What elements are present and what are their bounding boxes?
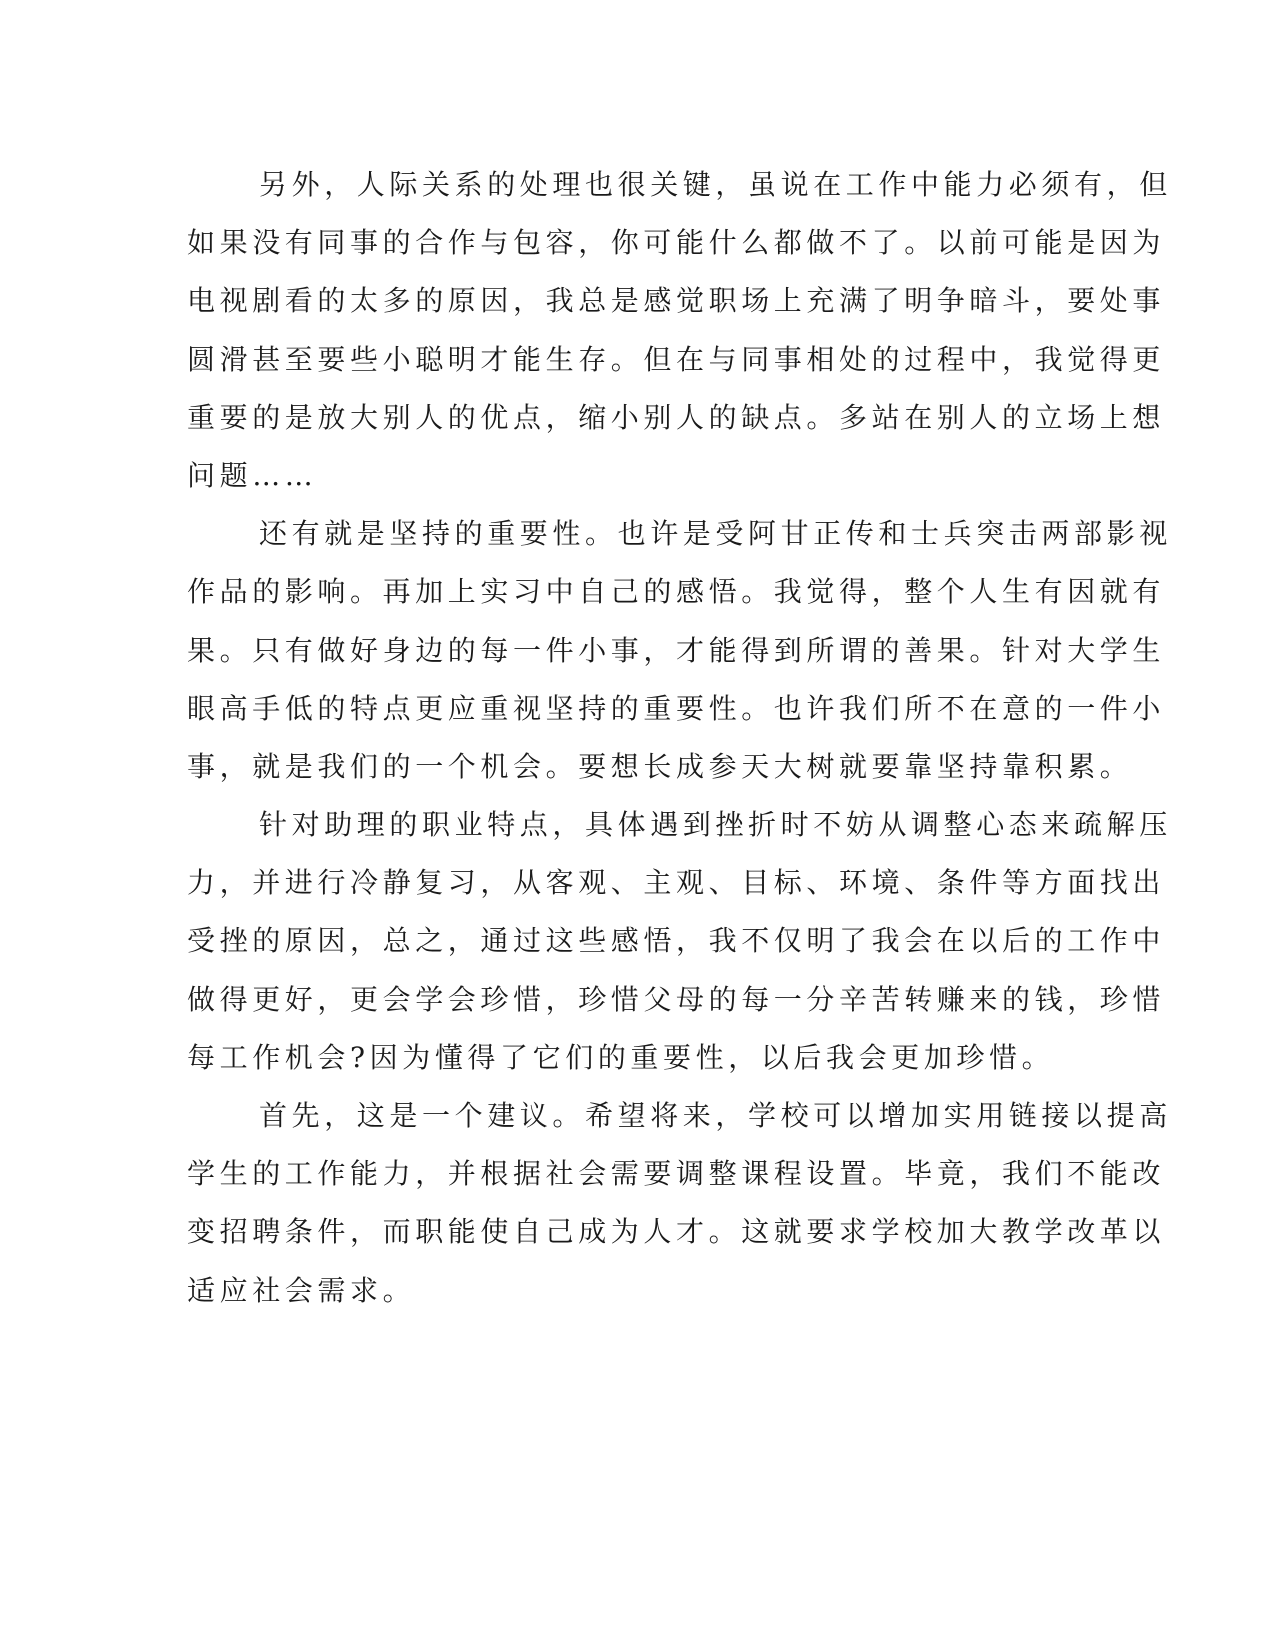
text-line: 针对助理的职业特点，具体遇到挫折时不妨从调整心态来疏解压 <box>259 808 1172 842</box>
text-line: 问题…… <box>187 458 318 492</box>
document-page <box>187 156 1172 1320</box>
paragraph-suggestion <box>187 1087 1172 1320</box>
text-line: 事，就是我们的一个机会。要想长成参天大树就要靠坚持靠积累。 <box>187 749 1133 783</box>
text-line: 首先，这是一个建议。希望将来，学校可以增加实用链接以提高 <box>259 1099 1172 1132</box>
text-line: 还有就是坚持的重要性。也许是受阿甘正传和士兵突击两部影视 <box>259 517 1172 551</box>
paragraph-persistence <box>187 505 1172 796</box>
text-line: 做得更好，更会学会珍惜，珍惜父母的每一分辛苦转赚来的钱，珍惜 <box>187 982 1166 1016</box>
text-line: 眼高手低的特点更应重视坚持的重要性。也许我们所不在意的一件小 <box>187 691 1166 725</box>
text-line: 每工作机会?因为懂得了它们的重要性，以后我会更加珍惜。 <box>187 1040 1055 1074</box>
text-line: 另外，人际关系的处理也很关键，虽说在工作中能力必须有，但 <box>259 168 1172 201</box>
text-line: 适应社会需求。 <box>187 1273 416 1307</box>
paragraph-interpersonal <box>187 156 1172 505</box>
text-line: 果。只有做好身边的每一件小事，才能得到所谓的善果。针对大学生 <box>187 633 1166 667</box>
text-line: 如果没有同事的合作与包容，你可能什么都做不了。以前可能是因为 <box>187 226 1166 260</box>
text-line: 变招聘条件，而职能使自己成为人才。这就要求学校加大教学改革以 <box>187 1215 1166 1249</box>
text-line: 力，并进行冷静复习，从客观、主观、目标、环境、条件等方面找出 <box>187 866 1166 900</box>
paragraph-setbacks <box>187 796 1172 1087</box>
text-line: 受挫的原因，总之，通过这些感悟，我不仅明了我会在以后的工作中 <box>187 924 1166 958</box>
text-line: 重要的是放大别人的优点，缩小别人的缺点。多站在别人的立场上想 <box>187 400 1166 434</box>
text-line: 学生的工作能力，并根据社会需要调整课程设置。毕竟，我们不能改 <box>187 1157 1166 1191</box>
text-line: 圆滑甚至要些小聪明才能生存。但在与同事相处的过程中，我觉得更 <box>187 342 1166 376</box>
text-line: 电视剧看的太多的原因，我总是感觉职场上充满了明争暗斗，要处事 <box>187 284 1166 318</box>
text-line: 作品的影响。再加上实习中自己的感悟。我觉得，整个人生有因就有 <box>187 575 1166 609</box>
